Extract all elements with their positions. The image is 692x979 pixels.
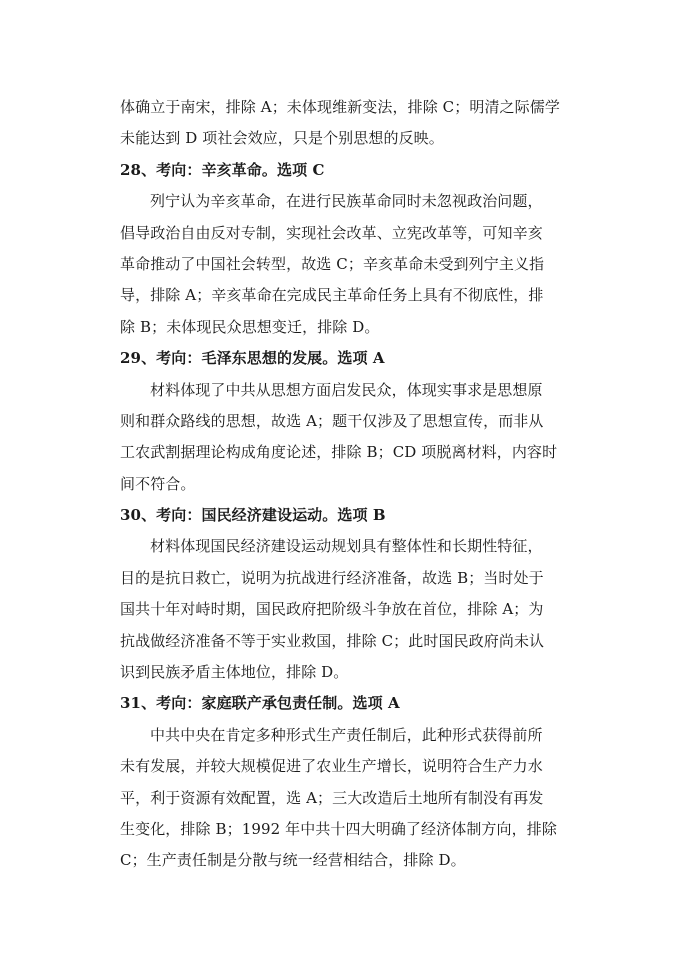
text-line: 则和群众路线的思想，故选 A；题干仅涉及了思想宣传，而非从 [120, 411, 544, 430]
question-heading-28: 28、考向：辛亥革命。选项 C [120, 160, 325, 179]
text-line: 目的是抗日救亡，说明为抗战进行经济准备，故选 B；当时处于 [120, 568, 544, 587]
text-line: 中共中央在肯定多种形式生产责任制后，此种形式获得前所 [150, 725, 543, 744]
text-line: 工农武割据理论构成角度论述，排除 B；CD 项脱离材料，内容时 [120, 443, 558, 462]
question-heading-30: 30、考向：国民经济建设运动。选项 B [120, 506, 386, 525]
text-line: 间不符合。 [120, 474, 196, 493]
text-line: 体确立于南宋，排除 A；未体现维新变法，排除 C；明清之际儒学 [120, 98, 560, 116]
text-line: 生变化，排除 B；1992 年中共十四大明确了经济体制方向，排除 [120, 819, 557, 838]
text-line: C；生产责任制是分散与统一经营相结合，排除 D。 [120, 851, 466, 870]
question-heading-31: 31、考向：家庭联产承包责任制。选项 A [120, 694, 400, 713]
text-line: 国共十年对峙时期，国民政府把阶级斗争放在首位，排除 A；为 [120, 600, 544, 619]
text-line: 材料体现国民经济建设运动规划具有整体性和长期性特征， [150, 537, 543, 556]
text-line: 革命推动了中国社会转型，故选 C；辛亥革命未受到列宁主义指 [120, 254, 545, 273]
text-line: 导，排除 A；辛亥革命在完成民主革命任务上具有不彻底性，排 [120, 286, 544, 305]
text-line: 平，利于资源有效配置，选 A；三大改造后土地所有制没有再发 [120, 788, 544, 807]
text-line: 未能达到 D 项社会效应，只是个别思想的反映。 [120, 129, 444, 148]
text-line: 列宁认为辛亥革命，在进行民族革命同时未忽视政治问题， [150, 192, 543, 211]
text-line: 材料体现了中共从思想方面启发民众，体现实事求是思想原 [150, 380, 543, 399]
text-line: 识到民族矛盾主体地位，排除 D。 [120, 663, 349, 682]
text-line: 除 B；未体现民众思想变迁，排除 D。 [120, 317, 380, 336]
question-heading-29: 29、考向：毛泽东思想的发展。选项 A [120, 349, 385, 368]
text-line: 抗战做经济准备不等于实业救国，排除 C；此时国民政府尚未认 [120, 631, 545, 650]
text-line: 倡导政治自由反对专制，实现社会改革、立宪改革等，可知辛亥 [120, 223, 543, 242]
text-line: 未有发展，并较大规模促进了农业生产增长，说明符合生产力水 [120, 757, 543, 776]
document-body [120, 92, 576, 877]
